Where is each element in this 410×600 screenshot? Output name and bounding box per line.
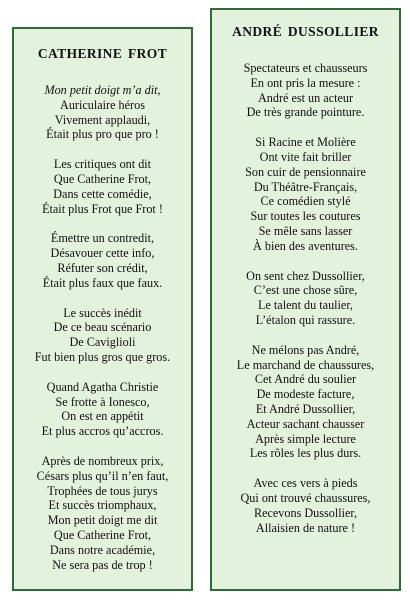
poem-line: Auriculaire héros (60, 97, 145, 112)
poem-line: Ne sera pas de trop ! (52, 557, 153, 572)
poem-line: Se frotte à Ionesco, (55, 394, 150, 409)
poem-line: Recevons Dussollier, (253, 505, 358, 520)
poem-line: Le succès inédit (63, 305, 142, 320)
poem-line: Que Catherine Frot, (53, 527, 152, 542)
poem-stanza (212, 61, 399, 120)
poem-line: Le talent du taulier, (258, 298, 353, 313)
poem-line: En ont pris la mesure : (250, 75, 361, 90)
poem-line: Acteur sachant chausser (246, 416, 365, 431)
poem-stanza (212, 269, 399, 328)
poem-line: On est en appétit (61, 409, 144, 424)
poem-stanza (212, 343, 399, 461)
poem-panel-catherine-frot (12, 27, 193, 591)
poem-line: Et succès triomphaux, (48, 498, 157, 513)
poem-line: Mon petit doigt m’a dit, (44, 83, 161, 97)
poem-line: Et plus accros qu’accros. (41, 424, 164, 439)
poem-stanza (14, 231, 191, 290)
poem-line: Après de nombreux prix, (41, 453, 164, 468)
poem-line: Les critiques ont dit (53, 157, 152, 172)
poem-stanza (14, 454, 191, 572)
poem-panel-andre-dussollier (210, 8, 401, 591)
poem-line: Césars plus qu’il n’en faut, (36, 468, 169, 483)
poem-line: Mon petit doigt me dit (47, 513, 158, 528)
poem-line: André est un acteur (257, 90, 354, 105)
poem-line: À bien des aventures. (253, 238, 358, 253)
poem-line: Était plus pro que pro ! (46, 127, 159, 142)
poem-line: On sent chez Dussollier, (246, 268, 365, 283)
poem-line: Réfuter son crédit, (57, 260, 148, 275)
poem-stanza (14, 380, 191, 439)
poem-line: Les rôles les plus durs. (249, 446, 362, 461)
poem-line: Allaisien de nature ! (255, 520, 356, 535)
poem-line: Cet André du soulier (254, 372, 357, 387)
poem-title: CATHERINE FROT (37, 46, 168, 61)
poem-line: Après simple lecture (255, 431, 356, 446)
poem-line: Dans notre académie, (49, 542, 156, 557)
poem-line: C’est une chose sûre, (253, 283, 358, 298)
poem-stanza (212, 476, 399, 535)
poem-line: Du Théâtre-Français, (253, 179, 358, 194)
poem-title: ANDRÉ DUSSOLLIER (232, 24, 379, 39)
poem-line: Vivement applaudi, (54, 112, 151, 127)
poem-line: L’étalon qui rassure. (255, 312, 356, 327)
poem-line: Qui ont trouvé chaussures, (240, 490, 371, 505)
poem-line: Désavouer cette info, (50, 246, 155, 261)
poem-line: Quand Agatha Christie (46, 379, 159, 394)
poem-line: Son cuir de pensionnaire (245, 164, 366, 179)
poem-line: Ne mélons pas André, (251, 342, 360, 357)
poem-stanza (14, 306, 191, 365)
poem-line: De très grande pointure. (246, 105, 365, 120)
poem-line: Ce comédien stylé (260, 194, 351, 209)
poem-line: Fut bien plus gros que gros. (34, 349, 171, 364)
poem-line: Si Racine et Molière (255, 135, 356, 150)
poem-line: Se mêle sans lasser (258, 223, 353, 238)
poem-line: De modeste facture, (256, 387, 355, 402)
poem-stanza (14, 83, 191, 142)
poem-line: Le marchand de chaussures, (236, 357, 375, 372)
poem-line: Spectateurs et chausseurs (243, 61, 368, 75)
poem-line: De ce beau scénario (53, 320, 152, 335)
poem-line: Que Catherine Frot, (53, 171, 152, 186)
poem-line: De Caviglioli (69, 335, 136, 350)
poem-line: Sur toutes les coutures (250, 209, 361, 224)
poem-stanza (212, 135, 399, 253)
poem-line: Était plus Frot que Frot ! (42, 201, 163, 216)
poem-line: Trophées de tous jurys (47, 483, 158, 498)
poem-line: Émettre un contredit, (50, 231, 155, 246)
poem-line: Avec ces vers à pieds (253, 476, 358, 491)
poem-line: Ont vite fait briller (259, 149, 352, 164)
poem-stanza (14, 157, 191, 216)
poem-line: Était plus faux que faux. (42, 275, 163, 290)
poem-line: Dans cette comédie, (53, 186, 152, 201)
poem-line: Et André Dussollier, (255, 401, 356, 416)
